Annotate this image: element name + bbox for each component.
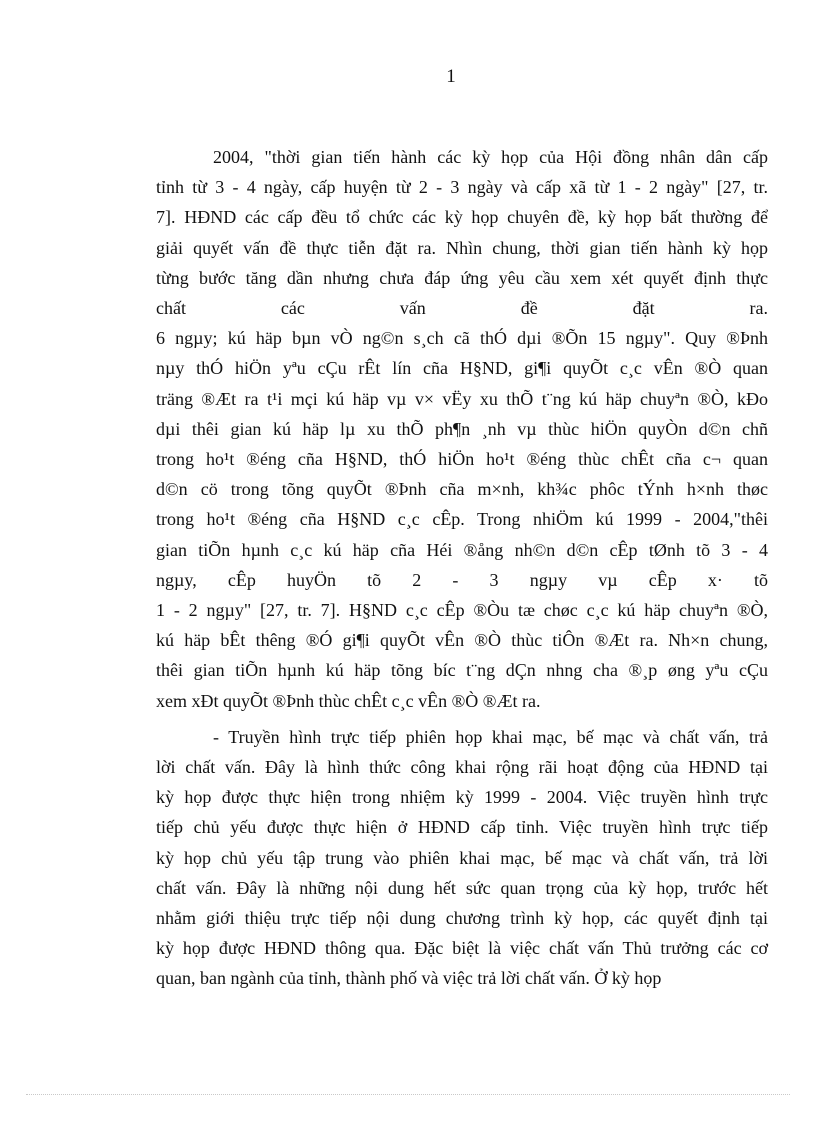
text-line: kỳ họp chủ yếu tập trung vào phiên khai mạc, bế mạc và chất vấn, trả lời <box>156 847 768 868</box>
text-line: kú häp bÊt thêng ®Ó gi¶i quyÕt vÊn ®Ò thùc tiÔn ®Æt ra. Nh×n chung, <box>156 630 768 651</box>
text-line: nµy thÓ hiÖn yªu cÇu rÊt lín cña H§ND, gi¶i quyÕt c¸c vÊn ®Ò quan <box>156 358 768 379</box>
text-line: gian tiÕn hµnh c¸c kú häp cña Héi ®ång nh©n d©n cÊp tØnh tõ 3 - 4 <box>156 539 768 560</box>
text-line: tỉnh từ 3 - 4 ngày, cấp huyện từ 2 - 3 ngày và cấp xã từ 1 - 2 ngày" [27, tr. <box>156 177 768 198</box>
paragraph-1 <box>156 142 768 716</box>
text-line: thêi gian tiÕn hµnh kú häp tõng bíc t¨ng dÇn nhng cha ®¸p øng yªu cÇu <box>156 660 768 681</box>
text-line: xem xÐt quyÕt ®Þnh thùc chÊt c¸c vÊn ®Ò ®Æt ra. <box>156 690 541 711</box>
text-line: ngµy, cÊp huyÖn tõ 2 - 3 ngµy vµ cÊp x· tõ <box>156 569 768 590</box>
text-line: 7]. HĐND các cấp đều tổ chức các kỳ họp chuyên đề, kỳ họp bất thường để <box>156 207 768 228</box>
page-number: 1 <box>446 66 456 87</box>
paragraph-2 <box>156 722 768 994</box>
text-line: trong ho¹t ®éng cña H§ND c¸c cÊp. Trong nhiÖm kú 1999 - 2004,"thêi <box>156 509 768 530</box>
text-line: trong ho¹t ®éng cña H§ND, thÓ hiÖn ho¹t ®éng thùc chÊt cña c¬ quan <box>156 449 768 470</box>
text-line: quan, ban ngành của tỉnh, thành phố và việc trả lời chất vấn. Ở kỳ họp <box>156 968 662 989</box>
text-line: chất vấn. Đây là những nội dung hết sức quan trọng của kỳ họp, trước hết <box>156 877 768 898</box>
text-line: - Truyền hình trực tiếp phiên họp khai mạc, bế mạc và chất vấn, trả <box>213 726 768 747</box>
text-line: từng bước tăng dần nhưng chưa đáp ứng yêu cầu xem xét quyết định thực <box>156 267 768 288</box>
text-line: kỳ họp được thực hiện trong nhiệm kỳ 1999 - 2004. Việc truyền hình trực <box>156 787 768 808</box>
text-line: 1 - 2 ngµy" [27, tr. 7]. H§ND c¸c cÊp ®Òu tæ chøc c¸c kú häp chuyªn ®Ò, <box>156 600 768 621</box>
text-line: tiếp chủ yếu được thực hiện ở HĐND cấp tỉnh. Việc truyền hình trực tiếp <box>156 817 768 838</box>
text-line: 2004, "thời gian tiến hành các kỳ họp của Hội đồng nhân dân cấp <box>213 147 768 167</box>
text-line: 6 ngµy; kú häp bµn vÒ ng©n s¸ch cã thÓ dµi ®Õn 15 ngµy". Quy ®Þnh <box>156 328 768 349</box>
text-line: dµi thêi gian kú häp lµ xu thÕ ph¶n ¸nh vµ thùc hiÖn quyÒn d©n chñ <box>156 418 768 439</box>
text-line: chất các vấn đề đặt ra. <box>156 298 768 319</box>
text-line: kỳ họp được HĐND thông qua. Đặc biệt là việc chất vấn Thủ trưởng các cơ <box>156 938 768 959</box>
page-bottom-divider <box>26 1094 790 1095</box>
text-line: giải quyết vấn đề thực tiễn đặt ra. Nhìn chung, thời gian tiến hành kỳ họp <box>156 237 768 258</box>
text-line: nhằm giới thiệu trực tiếp nội dung chương trình kỳ họp, các quyết định tại <box>156 908 768 929</box>
text-line: d©n cö trong tõng quyÕt ®Þnh cña m×nh, kh¾c phôc tÝnh h×nh thøc <box>156 479 768 500</box>
document-body <box>156 142 768 994</box>
text-line: lời chất vấn. Đây là hình thức công khai rộng rãi hoạt động của HĐND tại <box>156 757 768 778</box>
text-line: träng ®Æt ra t¹i mçi kú häp vµ v× vËy xu thÕ t¨ng kú häp chuyªn ®Ò, kÐo <box>156 388 768 409</box>
